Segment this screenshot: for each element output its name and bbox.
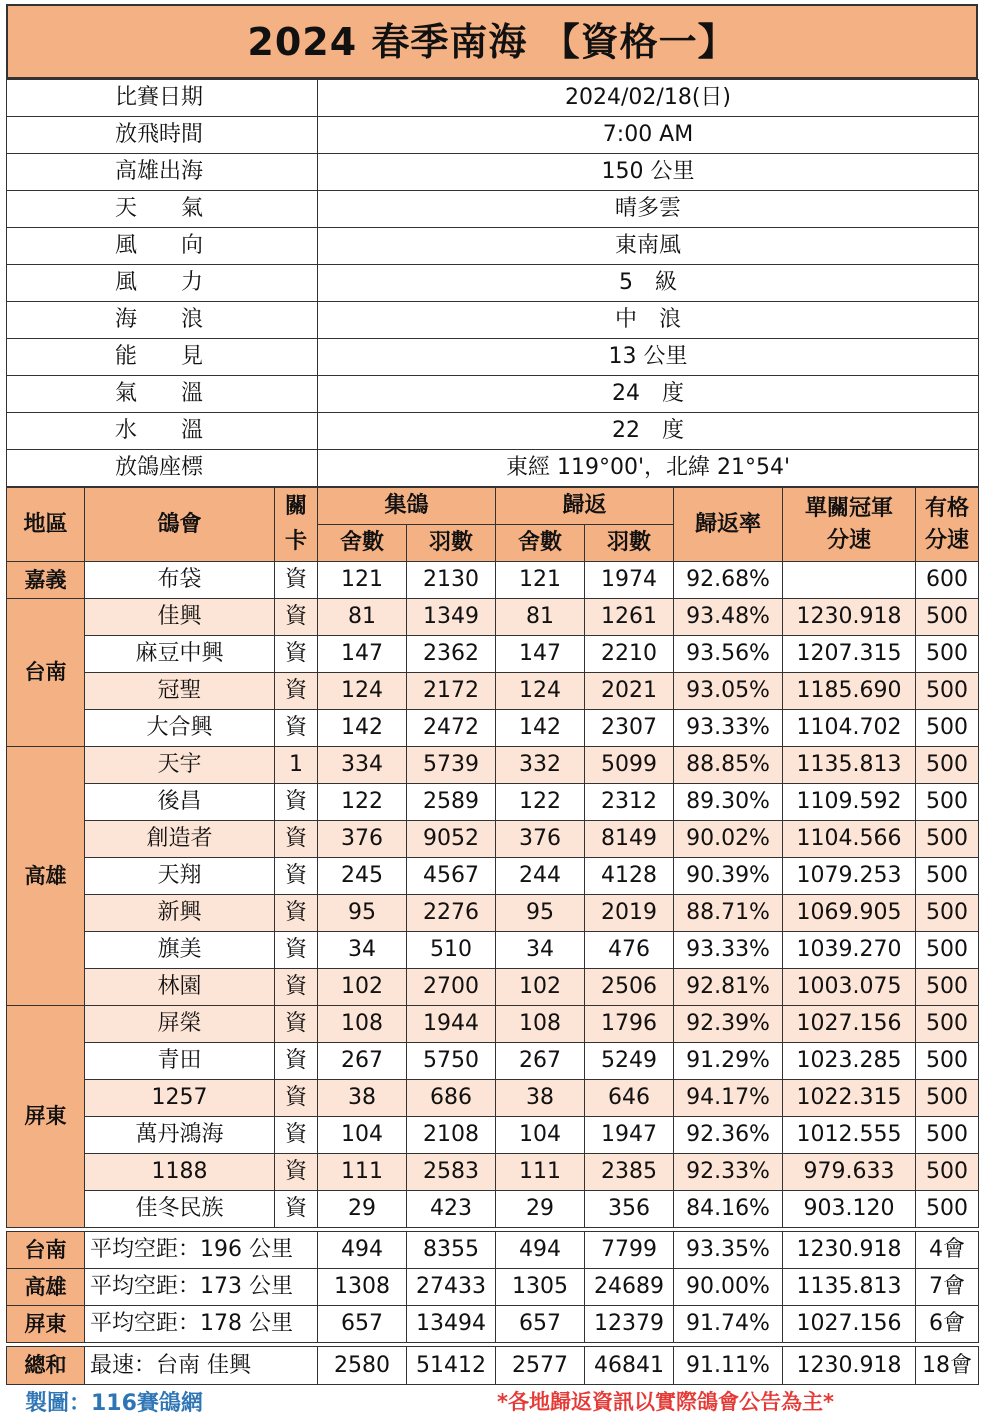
winning-speed-cell: 1012.555 bbox=[783, 1117, 916, 1154]
info-value: 150 公里 bbox=[318, 154, 979, 191]
info-label: 能 見 bbox=[7, 339, 318, 376]
table-row bbox=[7, 1006, 979, 1043]
returned-lofts-cell: 376 bbox=[496, 821, 585, 858]
returned-lofts-cell: 267 bbox=[496, 1043, 585, 1080]
info-label: 風 向 bbox=[7, 228, 318, 265]
returned-lofts-cell: 244 bbox=[496, 858, 585, 895]
header-returned-birds: 羽數 bbox=[585, 525, 674, 562]
returned-lofts-cell: 332 bbox=[496, 747, 585, 784]
stage-cell: 資 bbox=[275, 1006, 318, 1043]
collect-lofts-cell: 124 bbox=[318, 673, 407, 710]
info-value: 22 度 bbox=[318, 413, 979, 450]
collect-lofts-cell: 142 bbox=[318, 710, 407, 747]
info-value: 晴多雲 bbox=[318, 191, 979, 228]
table-row bbox=[7, 710, 979, 747]
info-label: 海 浪 bbox=[7, 302, 318, 339]
collect-lofts-cell: 81 bbox=[318, 599, 407, 636]
summary-distance-note: 平均空距：173 公里 bbox=[85, 1269, 318, 1306]
collect-birds-cell: 9052 bbox=[407, 821, 496, 858]
stage-cell: 資 bbox=[275, 1191, 318, 1228]
return-rate-cell: 89.30% bbox=[674, 784, 783, 821]
return-rate-cell: 92.33% bbox=[674, 1154, 783, 1191]
returned-birds-cell: 2019 bbox=[585, 895, 674, 932]
total-return-rate: 91.11% bbox=[674, 1347, 783, 1385]
return-rate-cell: 84.16% bbox=[674, 1191, 783, 1228]
winning-speed-cell: 1027.156 bbox=[783, 1006, 916, 1043]
table-row bbox=[7, 895, 979, 932]
returned-birds-cell: 2307 bbox=[585, 710, 674, 747]
stage-cell: 資 bbox=[275, 636, 318, 673]
return-rate-cell: 93.33% bbox=[674, 932, 783, 969]
summary-row bbox=[7, 1269, 979, 1306]
returned-lofts-cell: 147 bbox=[496, 636, 585, 673]
returned-lofts-cell: 122 bbox=[496, 784, 585, 821]
summary-collect-lofts: 1308 bbox=[318, 1269, 407, 1306]
summary-collect-birds: 27433 bbox=[407, 1269, 496, 1306]
collect-lofts-cell: 334 bbox=[318, 747, 407, 784]
page-title: 2024 春季南海 【資格一】 bbox=[7, 5, 977, 78]
returned-birds-cell: 356 bbox=[585, 1191, 674, 1228]
returned-lofts-cell: 108 bbox=[496, 1006, 585, 1043]
club-name: 旗美 bbox=[85, 932, 275, 969]
summary-return-rate: 91.74% bbox=[674, 1306, 783, 1343]
club-name: 佳興 bbox=[85, 599, 275, 636]
info-label: 放鴿座標 bbox=[7, 450, 318, 487]
summary-distance-note: 平均空距：178 公里 bbox=[85, 1306, 318, 1343]
return-rate-cell: 93.48% bbox=[674, 599, 783, 636]
summary-return-rate: 93.35% bbox=[674, 1232, 783, 1269]
club-name: 1257 bbox=[85, 1080, 275, 1117]
returned-lofts-cell: 29 bbox=[496, 1191, 585, 1228]
table-row bbox=[7, 1191, 979, 1228]
info-row bbox=[7, 413, 979, 450]
table-row bbox=[7, 932, 979, 969]
collect-lofts-cell: 38 bbox=[318, 1080, 407, 1117]
club-name: 冠聖 bbox=[85, 673, 275, 710]
info-row bbox=[7, 80, 979, 117]
info-label: 比賽日期 bbox=[7, 80, 318, 117]
returned-birds-cell: 2385 bbox=[585, 1154, 674, 1191]
title-table bbox=[6, 4, 978, 79]
header-winning-speed bbox=[783, 488, 916, 562]
race-info-table bbox=[6, 79, 979, 487]
returned-birds-cell: 646 bbox=[585, 1080, 674, 1117]
collect-lofts-cell: 245 bbox=[318, 858, 407, 895]
footer bbox=[0, 1384, 985, 1416]
collect-birds-cell: 686 bbox=[407, 1080, 496, 1117]
returned-lofts-cell: 121 bbox=[496, 562, 585, 599]
region-cell: 屏東 bbox=[7, 1006, 85, 1228]
summary-returned-birds: 7799 bbox=[585, 1232, 674, 1269]
winning-speed-cell: 1039.270 bbox=[783, 932, 916, 969]
qualifying-speed-cell: 500 bbox=[916, 747, 979, 784]
collect-birds-cell: 2589 bbox=[407, 784, 496, 821]
stage-cell: 資 bbox=[275, 1154, 318, 1191]
returned-lofts-cell: 142 bbox=[496, 710, 585, 747]
club-name: 天翔 bbox=[85, 858, 275, 895]
info-row bbox=[7, 117, 979, 154]
stage-cell: 資 bbox=[275, 710, 318, 747]
table-row bbox=[7, 969, 979, 1006]
returned-lofts-cell: 104 bbox=[496, 1117, 585, 1154]
summary-distance-note: 平均空距：196 公里 bbox=[85, 1232, 318, 1269]
summary-row bbox=[7, 1232, 979, 1269]
club-name: 麻豆中興 bbox=[85, 636, 275, 673]
header-winning-speed-line2: 分速 bbox=[827, 527, 872, 553]
return-rate-cell: 93.33% bbox=[674, 710, 783, 747]
club-results-table bbox=[6, 487, 979, 1228]
collect-birds-cell: 510 bbox=[407, 932, 496, 969]
winning-speed-cell: 1003.075 bbox=[783, 969, 916, 1006]
qualifying-speed-cell: 500 bbox=[916, 895, 979, 932]
chart-credit: 製圖：116賽鴿網 bbox=[25, 1391, 203, 1416]
stage-cell: 1 bbox=[275, 747, 318, 784]
summary-returned-birds: 12379 bbox=[585, 1306, 674, 1343]
header-stage: 關卡 bbox=[275, 488, 318, 562]
summary-winning-speed: 1135.813 bbox=[783, 1269, 916, 1306]
summary-collect-lofts: 657 bbox=[318, 1306, 407, 1343]
collect-birds-cell: 1944 bbox=[407, 1006, 496, 1043]
table-row bbox=[7, 1117, 979, 1154]
returned-birds-cell: 1796 bbox=[585, 1006, 674, 1043]
qualifying-speed-cell: 500 bbox=[916, 784, 979, 821]
region-cell: 高雄 bbox=[7, 747, 85, 1006]
summary-region: 屏東 bbox=[7, 1306, 85, 1343]
return-rate-cell: 93.56% bbox=[674, 636, 783, 673]
club-name: 1188 bbox=[85, 1154, 275, 1191]
collect-lofts-cell: 121 bbox=[318, 562, 407, 599]
collect-lofts-cell: 95 bbox=[318, 895, 407, 932]
stage-cell: 資 bbox=[275, 1117, 318, 1154]
returned-lofts-cell: 102 bbox=[496, 969, 585, 1006]
total-returned-birds: 46841 bbox=[585, 1347, 674, 1385]
stage-cell: 資 bbox=[275, 673, 318, 710]
qualifying-speed-cell: 500 bbox=[916, 599, 979, 636]
winning-speed-cell: 1109.592 bbox=[783, 784, 916, 821]
return-rate-cell: 88.85% bbox=[674, 747, 783, 784]
info-value: 中 浪 bbox=[318, 302, 979, 339]
header-collect-lofts: 舍數 bbox=[318, 525, 407, 562]
summary-club-count: 6會 bbox=[916, 1306, 979, 1343]
summary-row bbox=[7, 1306, 979, 1343]
summary-club-count: 4會 bbox=[916, 1232, 979, 1269]
summary-collect-birds: 8355 bbox=[407, 1232, 496, 1269]
collect-lofts-cell: 108 bbox=[318, 1006, 407, 1043]
qualifying-speed-cell: 500 bbox=[916, 932, 979, 969]
qualifying-speed-cell: 500 bbox=[916, 673, 979, 710]
returned-lofts-cell: 38 bbox=[496, 1080, 585, 1117]
returned-birds-cell: 476 bbox=[585, 932, 674, 969]
return-rate-cell: 93.05% bbox=[674, 673, 783, 710]
summary-collect-lofts: 494 bbox=[318, 1232, 407, 1269]
disclaimer-note: *各地歸返資訊以實際鴿會公告為主* bbox=[497, 1390, 834, 1414]
collect-birds-cell: 2583 bbox=[407, 1154, 496, 1191]
summary-returned-birds: 24689 bbox=[585, 1269, 674, 1306]
header-qualifying-speed-line1: 有格 bbox=[925, 495, 970, 521]
club-name: 屏榮 bbox=[85, 1006, 275, 1043]
club-name: 青田 bbox=[85, 1043, 275, 1080]
collect-birds-cell: 2276 bbox=[407, 895, 496, 932]
collect-birds-cell: 2130 bbox=[407, 562, 496, 599]
returned-birds-cell: 5249 bbox=[585, 1043, 674, 1080]
header-returned-lofts: 舍數 bbox=[496, 525, 585, 562]
results-sheet bbox=[6, 4, 978, 1385]
table-row bbox=[7, 784, 979, 821]
info-row bbox=[7, 265, 979, 302]
return-rate-cell: 92.39% bbox=[674, 1006, 783, 1043]
info-value: 13 公里 bbox=[318, 339, 979, 376]
returned-birds-cell: 2506 bbox=[585, 969, 674, 1006]
returned-birds-cell: 4128 bbox=[585, 858, 674, 895]
header-collect-birds: 羽數 bbox=[407, 525, 496, 562]
info-value: 7:00 AM bbox=[318, 117, 979, 154]
info-value: 24 度 bbox=[318, 376, 979, 413]
info-label: 風 力 bbox=[7, 265, 318, 302]
info-row bbox=[7, 302, 979, 339]
summary-region: 高雄 bbox=[7, 1269, 85, 1306]
returned-birds-cell: 1947 bbox=[585, 1117, 674, 1154]
stage-cell: 資 bbox=[275, 895, 318, 932]
returned-birds-cell: 1974 bbox=[585, 562, 674, 599]
summary-returned-lofts: 657 bbox=[496, 1306, 585, 1343]
return-rate-cell: 94.17% bbox=[674, 1080, 783, 1117]
collect-lofts-cell: 147 bbox=[318, 636, 407, 673]
info-label: 高雄出海 bbox=[7, 154, 318, 191]
summary-winning-speed: 1230.918 bbox=[783, 1232, 916, 1269]
table-row bbox=[7, 1080, 979, 1117]
header-winning-speed-line1: 單關冠軍 bbox=[805, 495, 894, 521]
returned-birds-cell: 2312 bbox=[585, 784, 674, 821]
collect-birds-cell: 2108 bbox=[407, 1117, 496, 1154]
winning-speed-cell: 1135.813 bbox=[783, 747, 916, 784]
header-qualifying-speed bbox=[916, 488, 979, 562]
summary-region: 台南 bbox=[7, 1232, 85, 1269]
grand-total-row bbox=[7, 1347, 979, 1385]
collect-lofts-cell: 376 bbox=[318, 821, 407, 858]
info-row bbox=[7, 376, 979, 413]
stage-cell: 資 bbox=[275, 599, 318, 636]
collect-lofts-cell: 111 bbox=[318, 1154, 407, 1191]
club-name: 林園 bbox=[85, 969, 275, 1006]
header-region: 地區 bbox=[7, 488, 85, 562]
summary-returned-lofts: 1305 bbox=[496, 1269, 585, 1306]
info-row bbox=[7, 339, 979, 376]
return-rate-cell: 90.39% bbox=[674, 858, 783, 895]
qualifying-speed-cell: 500 bbox=[916, 710, 979, 747]
header-club: 鴿會 bbox=[85, 488, 275, 562]
winning-speed-cell: 1022.315 bbox=[783, 1080, 916, 1117]
qualifying-speed-cell: 500 bbox=[916, 821, 979, 858]
return-rate-cell: 91.29% bbox=[674, 1043, 783, 1080]
club-name: 佳冬民族 bbox=[85, 1191, 275, 1228]
header-qualifying-speed-line2: 分速 bbox=[925, 527, 970, 553]
collect-birds-cell: 5739 bbox=[407, 747, 496, 784]
collect-birds-cell: 2472 bbox=[407, 710, 496, 747]
table-row bbox=[7, 599, 979, 636]
return-rate-cell: 90.02% bbox=[674, 821, 783, 858]
stage-cell: 資 bbox=[275, 969, 318, 1006]
info-value: 東經 119°00'，北緯 21°54' bbox=[318, 450, 979, 487]
winning-speed-cell: 1185.690 bbox=[783, 673, 916, 710]
collect-lofts-cell: 29 bbox=[318, 1191, 407, 1228]
total-collect-birds: 51412 bbox=[407, 1347, 496, 1385]
qualifying-speed-cell: 500 bbox=[916, 1043, 979, 1080]
return-rate-cell: 92.36% bbox=[674, 1117, 783, 1154]
collect-lofts-cell: 267 bbox=[318, 1043, 407, 1080]
summary-winning-speed: 1027.156 bbox=[783, 1306, 916, 1343]
returned-lofts-cell: 34 bbox=[496, 932, 585, 969]
region-summary-table bbox=[6, 1231, 979, 1343]
returned-lofts-cell: 81 bbox=[496, 599, 585, 636]
info-row bbox=[7, 228, 979, 265]
returned-birds-cell: 8149 bbox=[585, 821, 674, 858]
table-row bbox=[7, 1154, 979, 1191]
collect-birds-cell: 1349 bbox=[407, 599, 496, 636]
winning-speed-cell bbox=[783, 562, 916, 599]
return-rate-cell: 92.81% bbox=[674, 969, 783, 1006]
winning-speed-cell: 1023.285 bbox=[783, 1043, 916, 1080]
header-returned: 歸返 bbox=[496, 488, 674, 525]
returned-lofts-cell: 95 bbox=[496, 895, 585, 932]
return-rate-cell: 92.68% bbox=[674, 562, 783, 599]
stage-cell: 資 bbox=[275, 1080, 318, 1117]
collect-birds-cell: 2362 bbox=[407, 636, 496, 673]
stage-cell: 資 bbox=[275, 932, 318, 969]
table-row bbox=[7, 1043, 979, 1080]
winning-speed-cell: 1069.905 bbox=[783, 895, 916, 932]
qualifying-speed-cell: 500 bbox=[916, 1117, 979, 1154]
summary-returned-lofts: 494 bbox=[496, 1232, 585, 1269]
club-name: 天宇 bbox=[85, 747, 275, 784]
qualifying-speed-cell: 500 bbox=[916, 1191, 979, 1228]
info-row bbox=[7, 191, 979, 228]
stage-cell: 資 bbox=[275, 784, 318, 821]
qualifying-speed-cell: 500 bbox=[916, 636, 979, 673]
collect-birds-cell: 2172 bbox=[407, 673, 496, 710]
qualifying-speed-cell: 500 bbox=[916, 858, 979, 895]
info-label: 氣 溫 bbox=[7, 376, 318, 413]
club-name: 創造者 bbox=[85, 821, 275, 858]
winning-speed-cell: 1079.253 bbox=[783, 858, 916, 895]
returned-lofts-cell: 111 bbox=[496, 1154, 585, 1191]
info-row bbox=[7, 450, 979, 487]
table-row bbox=[7, 636, 979, 673]
collect-lofts-cell: 122 bbox=[318, 784, 407, 821]
info-label: 水 溫 bbox=[7, 413, 318, 450]
returned-birds-cell: 5099 bbox=[585, 747, 674, 784]
qualifying-speed-cell: 500 bbox=[916, 1154, 979, 1191]
club-name: 布袋 bbox=[85, 562, 275, 599]
return-rate-cell: 88.71% bbox=[674, 895, 783, 932]
table-row bbox=[7, 747, 979, 784]
table-row bbox=[7, 562, 979, 599]
collect-birds-cell: 423 bbox=[407, 1191, 496, 1228]
collect-lofts-cell: 104 bbox=[318, 1117, 407, 1154]
club-name: 萬丹鴻海 bbox=[85, 1117, 275, 1154]
total-note: 最速：台南 佳興 bbox=[85, 1347, 318, 1385]
stage-cell: 資 bbox=[275, 858, 318, 895]
collect-birds-cell: 4567 bbox=[407, 858, 496, 895]
collect-birds-cell: 5750 bbox=[407, 1043, 496, 1080]
club-name: 後昌 bbox=[85, 784, 275, 821]
table-row bbox=[7, 858, 979, 895]
total-winning-speed: 1230.918 bbox=[783, 1347, 916, 1385]
qualifying-speed-cell: 500 bbox=[916, 1080, 979, 1117]
winning-speed-cell: 1104.702 bbox=[783, 710, 916, 747]
club-name: 大合興 bbox=[85, 710, 275, 747]
summary-return-rate: 90.00% bbox=[674, 1269, 783, 1306]
info-row bbox=[7, 154, 979, 191]
stage-cell: 資 bbox=[275, 562, 318, 599]
header-collect: 集鴿 bbox=[318, 488, 496, 525]
qualifying-speed-cell: 600 bbox=[916, 562, 979, 599]
stage-cell: 資 bbox=[275, 1043, 318, 1080]
info-value: 東南風 bbox=[318, 228, 979, 265]
info-value: 2024/02/18(日) bbox=[318, 80, 979, 117]
total-collect-lofts: 2580 bbox=[318, 1347, 407, 1385]
winning-speed-cell: 1230.918 bbox=[783, 599, 916, 636]
returned-birds-cell: 2210 bbox=[585, 636, 674, 673]
qualifying-speed-cell: 500 bbox=[916, 1006, 979, 1043]
region-cell: 台南 bbox=[7, 599, 85, 747]
info-label: 放飛時間 bbox=[7, 117, 318, 154]
total-returned-lofts: 2577 bbox=[496, 1347, 585, 1385]
returned-birds-cell: 2021 bbox=[585, 673, 674, 710]
total-label: 總和 bbox=[7, 1347, 85, 1385]
total-club-count: 18會 bbox=[916, 1347, 979, 1385]
winning-speed-cell: 903.120 bbox=[783, 1191, 916, 1228]
table-row bbox=[7, 673, 979, 710]
region-cell: 嘉義 bbox=[7, 562, 85, 599]
summary-club-count: 7會 bbox=[916, 1269, 979, 1306]
club-name: 新興 bbox=[85, 895, 275, 932]
winning-speed-cell: 1104.566 bbox=[783, 821, 916, 858]
table-row bbox=[7, 821, 979, 858]
stage-cell: 資 bbox=[275, 821, 318, 858]
returned-lofts-cell: 124 bbox=[496, 673, 585, 710]
collect-birds-cell: 2700 bbox=[407, 969, 496, 1006]
collect-lofts-cell: 34 bbox=[318, 932, 407, 969]
info-label: 天 氣 bbox=[7, 191, 318, 228]
summary-collect-birds: 13494 bbox=[407, 1306, 496, 1343]
grand-total-table bbox=[6, 1346, 979, 1385]
winning-speed-cell: 979.633 bbox=[783, 1154, 916, 1191]
winning-speed-cell: 1207.315 bbox=[783, 636, 916, 673]
qualifying-speed-cell: 500 bbox=[916, 969, 979, 1006]
header-return-rate: 歸返率 bbox=[674, 488, 783, 562]
info-value: 5 級 bbox=[318, 265, 979, 302]
returned-birds-cell: 1261 bbox=[585, 599, 674, 636]
collect-lofts-cell: 102 bbox=[318, 969, 407, 1006]
